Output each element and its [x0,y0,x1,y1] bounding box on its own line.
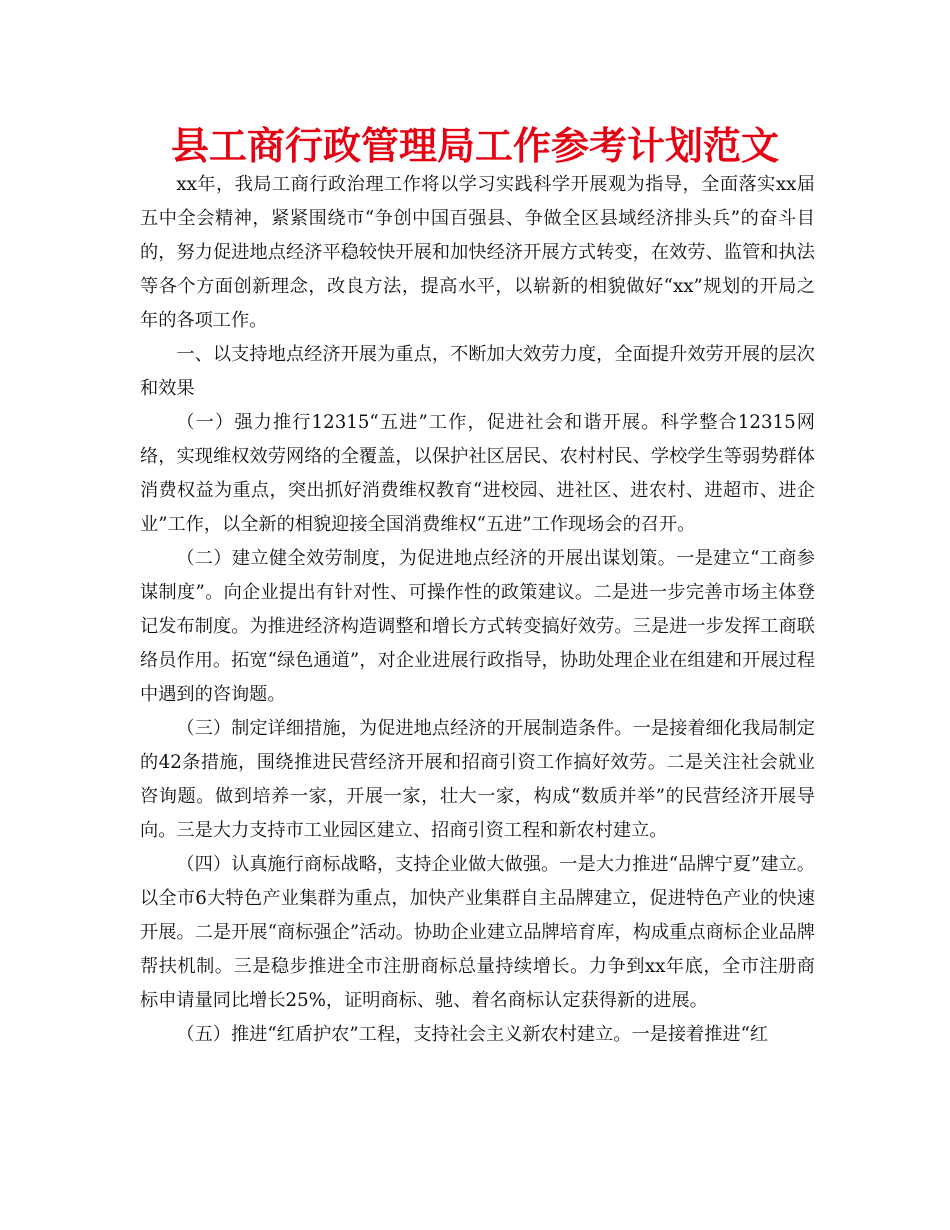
document-title: 县工商行政管理局工作参考计划范文 [170,124,779,168]
paragraph-item-5: （五）推进“红盾护农”工程，支持社会主义新农村建立。一是接着推进“红 [176,1024,769,1045]
paragraph-section-1-heading: 一、以支持地点经济开展为重点，不断加大效劳力度，全面提升效劳开展的层次和效果 [140,344,815,399]
paragraph-item-3: （三）制定详细措施，为促进地点经济的开展制造条件。一是接着细化我局制定的42条措施，围绕推进民营经济开展和招商引资工作搞好效劳。二是关注社会就业咨询题。做到培养一家，开展一家，壮大一家，构成“数质并举”的民营经济开展导向。三是大力支持市工业园区建立、招商引资工程和新农村建立。 [140,718,815,841]
paragraph-item-4: （四）认真施行商标战略，支持企业做大做强。一是大力推进“品牌宁夏”建立。以全市6大特色产业集群为重点，加快产业集群自主品牌建立，促进特色产业的快速开展。二是开展“商标强企”活动。协助企业建立品牌培育库，构成重点商标企业品牌帮扶机制。三是稳步推进全市注册商标总量持续增长。力争到xx年底，全市注册商标申请量同比增长25%，证明商标、驰、着名商标认定获得新的进展。 [140,854,815,1011]
paragraph-item-2: （二）建立健全效劳制度，为促进地点经济的开展出谋划策。一是建立“工商参谋制度”。向企业提出有针对性、可操作性的政策建议。二是进一步完善市场主体登记发布制度。为推进经济构造调整和增长方式转变搞好效劳。三是进一步发挥工商联络员作用。拓宽“绿色通道”，对企业进展行政指导，协助处理企业在组建和开展过程中遇到的咨询题。 [140,548,815,705]
paragraph-item-1: （一）强力推行12315“五进”工作，促进社会和谐开展。科学整合12315网络，实现维权效劳网络的全覆盖，以保护社区居民、农村村民、学校学生等弱势群体消费权益为重点，突出抓好消费维权教育“进校园、进社区、进农村、进超市、进企业”工作，以全新的相貌迎接全国消费维权“五进”工作现场会的召开。 [140,412,815,535]
paragraph-intro: xx年，我局工商行政治理工作将以学习实践科学开展观为指导，全面落实xx届五中全会精神，紧紧围绕市“争创中国百强县、争做全区县域经济排头兵”的奋斗目的，努力促进地点经济平稳较快开展和加快经济开展方式转变，在效劳、监管和执法等各个方面创新理念，改良方法，提高水平，以崭新的相貌做好“xx”规划的开局之年的各项工作。 [140,174,815,331]
document-body [140,168,815,1052]
